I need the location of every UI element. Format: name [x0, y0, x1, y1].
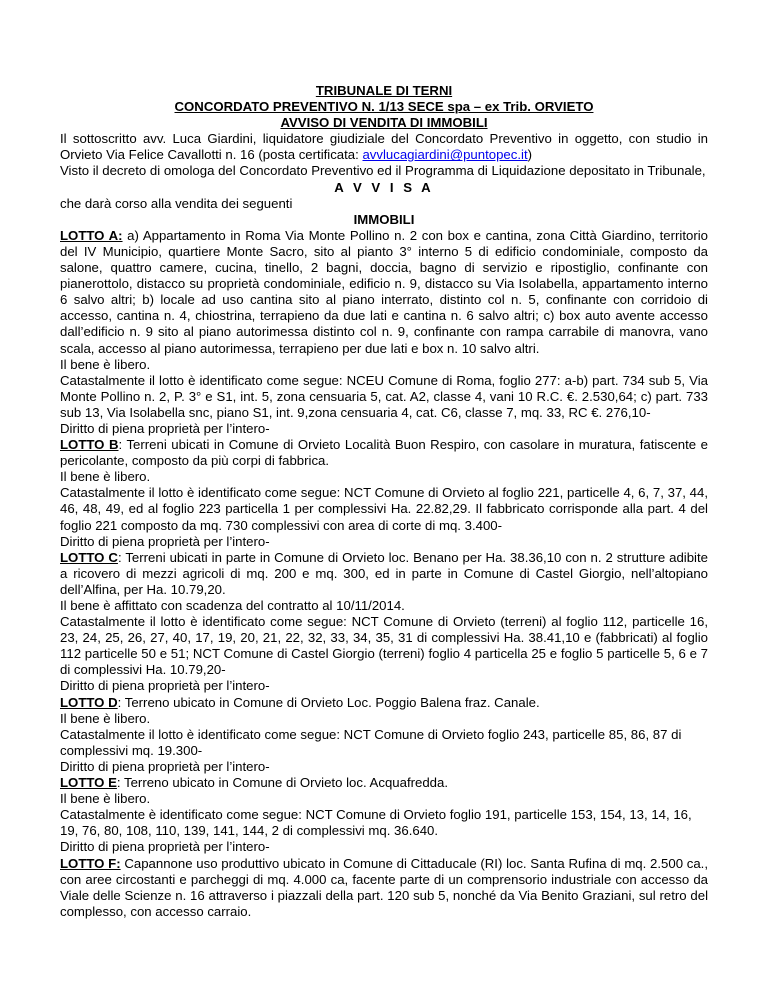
lot-b-label: LOTTO B [60, 437, 119, 453]
lot-b-text: : Terreni ubicati in Comune di Orvieto Località Buon Respiro, con casolare in muratura, fatiscente e pericolante, composto da più corpi di fabbrica. [60, 437, 708, 469]
lot-d-label: LOTTO D [60, 694, 118, 710]
intro-paragraph [60, 131, 708, 163]
lot-a-cadastral: Catastalmente il lotto è identificato come segue: NCEU Comune di Roma, foglio 277: a-b) part. 734 sub 5, Via Monte Pollino n. 2, P. 3° e S1, int. 5, zona censuaria 5, cat. A2, classe 4, vani 10 R.C. €. 2.530,64; c) part. 733 sub 13, Via Isolabella snc, piano S1, int. 9,zona censuaria 4, cat. C6, classe 7, mq. 33, RC €. 276,10- [60, 372, 708, 420]
pec-email-link[interactable]: avvlucagiardini@puntopec.it [362, 147, 528, 163]
lot-c-cadastral: Catastalmente il lotto è identificato come segue: NCT Comune di Orvieto (terreni) al foglio 112, particelle 16, 23, 24, 25, 26, 27, 40, 17, 19, 20, 21, 22, 32, 33, 34, 35, 31 di complessivi Ha. 38.41,10 e (fabbricati) al foglio 112 particelle 50 e 51; NCT Comune di Castel Giorgio (terreni) foglio 4 particella 25 e foglio 5 particelle 5, 6 e 7 di complessivi Ha. 10.79,20- [60, 614, 708, 678]
lot-b-description [60, 437, 708, 469]
lot-f-label: LOTTO F: [60, 855, 121, 871]
lot-c-right: Diritto di piena proprietà per l’intero- [60, 678, 270, 694]
procedure-title: CONCORDATO PREVENTIVO N. 1/13 SECE spa – ex Trib. ORVIETO [174, 99, 594, 115]
lot-d-right: Diritto di piena proprietà per l’intero- [60, 758, 270, 774]
lot-f-text: Capannone uso produttivo ubicato in Comune di Cittaducale (RI) loc. Santa Rufina di mq. 2.500 ca., con aree circostanti e parcheggi di mq. 4.000 ca, facente parte di un comprensorio industriale con accesso da Viale delle Scienze n. 16 attraverso i piazzali della part. 120 sub 5, nonché da Via Benito Graziani, sul retro del complesso, con accesso carraio. [60, 855, 709, 919]
notice-title: AVVISO DI VENDITA DI IMMOBILI [280, 115, 488, 131]
lot-d-cadastral: Catastalmente il lotto è identificato come segue: NCT Comune di Orvieto foglio 243, particelle 85, 86, 87 di complessivi mq. 19.300- [60, 726, 682, 758]
immobili-heading: IMMOBILI [353, 211, 415, 227]
lot-f-description [60, 856, 708, 920]
lot-e-right: Diritto di piena proprietà per l’intero- [60, 839, 270, 855]
intro-text-end: ) [527, 147, 533, 163]
lot-a-text: a) Appartamento in Roma Via Monte Pollino n. 2 con box e cantina, zona Città Giardino, territorio del IV Municipio, quartiere Monte Sacro, sito al pianto 3° interno 5 di edificio condominiale, composto da salone, quattro camere, cucina, tinello, 2 bagni, doccia, bagno di servizio e ripostiglio, confinante con pianerottolo, distacco su proprietà condominiale, edificio n. 9, distacco su Via Isolabella, appartamento interno 6 salvo altri; b) locale ad uso cantina sito al piano interrato, distinto col n. 5, confinante con corridoio di accesso, cantina n. 4, chiostrina, terrapieno da due lati e cantina n. 6 salvo altri; c) box auto avente accesso dall’edificio n. 9 sito al piano autorimessa distinto col n. 9, confinante con rampa carrabile di manovra, vano scala, accesso al piano autorimessa, terrapieno per due lati e box n. 10 salvo altri. [60, 227, 708, 356]
lot-b-status: Il bene è libero. [60, 469, 151, 485]
lot-e-cadastral: Catastalmente è identificato come segue: NCT Comune di Orvieto foglio 191, particelle 153, 154, 13, 14, 16, 19, 76, 80, 108, 110, 139, 141, 144, 2 di complessivi mq. 36.640. [60, 807, 692, 839]
court-title: TRIBUNALE DI TERNI [315, 83, 453, 98]
lot-a-label: LOTTO A: [60, 227, 123, 243]
avvisa-heading: A V V I S A [334, 179, 434, 195]
lot-a-status: Il bene è libero. [60, 356, 151, 372]
lot-d-status: Il bene è libero. [60, 710, 151, 726]
lot-a-description [60, 228, 708, 357]
document-page [60, 83, 708, 920]
sale-intro: che darà corso alla vendita dei seguenti [60, 195, 293, 211]
lot-e-label: LOTTO E [60, 775, 117, 791]
lot-e-text: : Terreno ubicato in Comune di Orvieto loc. Acquafredda. [116, 775, 449, 791]
lot-e-description [60, 775, 708, 791]
decree-paragraph: Visto il decreto di omologa del Concordato Preventivo ed il Programma di Liquidazione depositato in Tribunale, [60, 163, 706, 179]
lot-a-right: Diritto di piena proprietà per l’intero- [60, 420, 270, 436]
lot-c-text: : Terreni ubicati in parte in Comune di Orvieto loc. Benano per Ha. 38.36,10 con n. 2 strutture adibite a ricovero di mezzi agricoli di mq. 200 e mq. 300, ed in parte in Comune di Castel Giorgio, nell’altopiano dell’Alfina, per Ha. 10.79,20. [60, 549, 708, 597]
lot-d-description [60, 695, 708, 711]
lot-b-cadastral: Catastalmente il lotto è identificato come segue: NCT Comune di Orvieto al foglio 221, particelle 4, 6, 7, 37, 44, 46, 48, 49, ed al foglio 223 particella 1 per complessivi Ha. 22.82,29. Il fabbricato corrisponde alla part. 4 del foglio 221 composto da mq. 730 complessivi con area di corte di mq. 3.400- [60, 485, 708, 533]
lot-c-label: LOTTO C [60, 549, 118, 565]
intro-text: Il sottoscritto avv. Luca Giardini, liquidatore giudiziale del Concordato Preventivo in oggetto, con studio in Orvieto Via Felice Cavallotti n. 16 (posta certificata: [60, 131, 708, 163]
lot-c-status: Il bene è affittato con scadenza del contratto al 10/11/2014. [60, 598, 405, 613]
lot-d-text: : Terreno ubicato in Comune di Orvieto Loc. Poggio Balena fraz. Canale. [117, 694, 540, 710]
lot-e-status: Il bene è libero. [60, 791, 151, 807]
lot-b-right: Diritto di piena proprietà per l’intero- [60, 533, 270, 549]
lot-c-description [60, 550, 708, 598]
